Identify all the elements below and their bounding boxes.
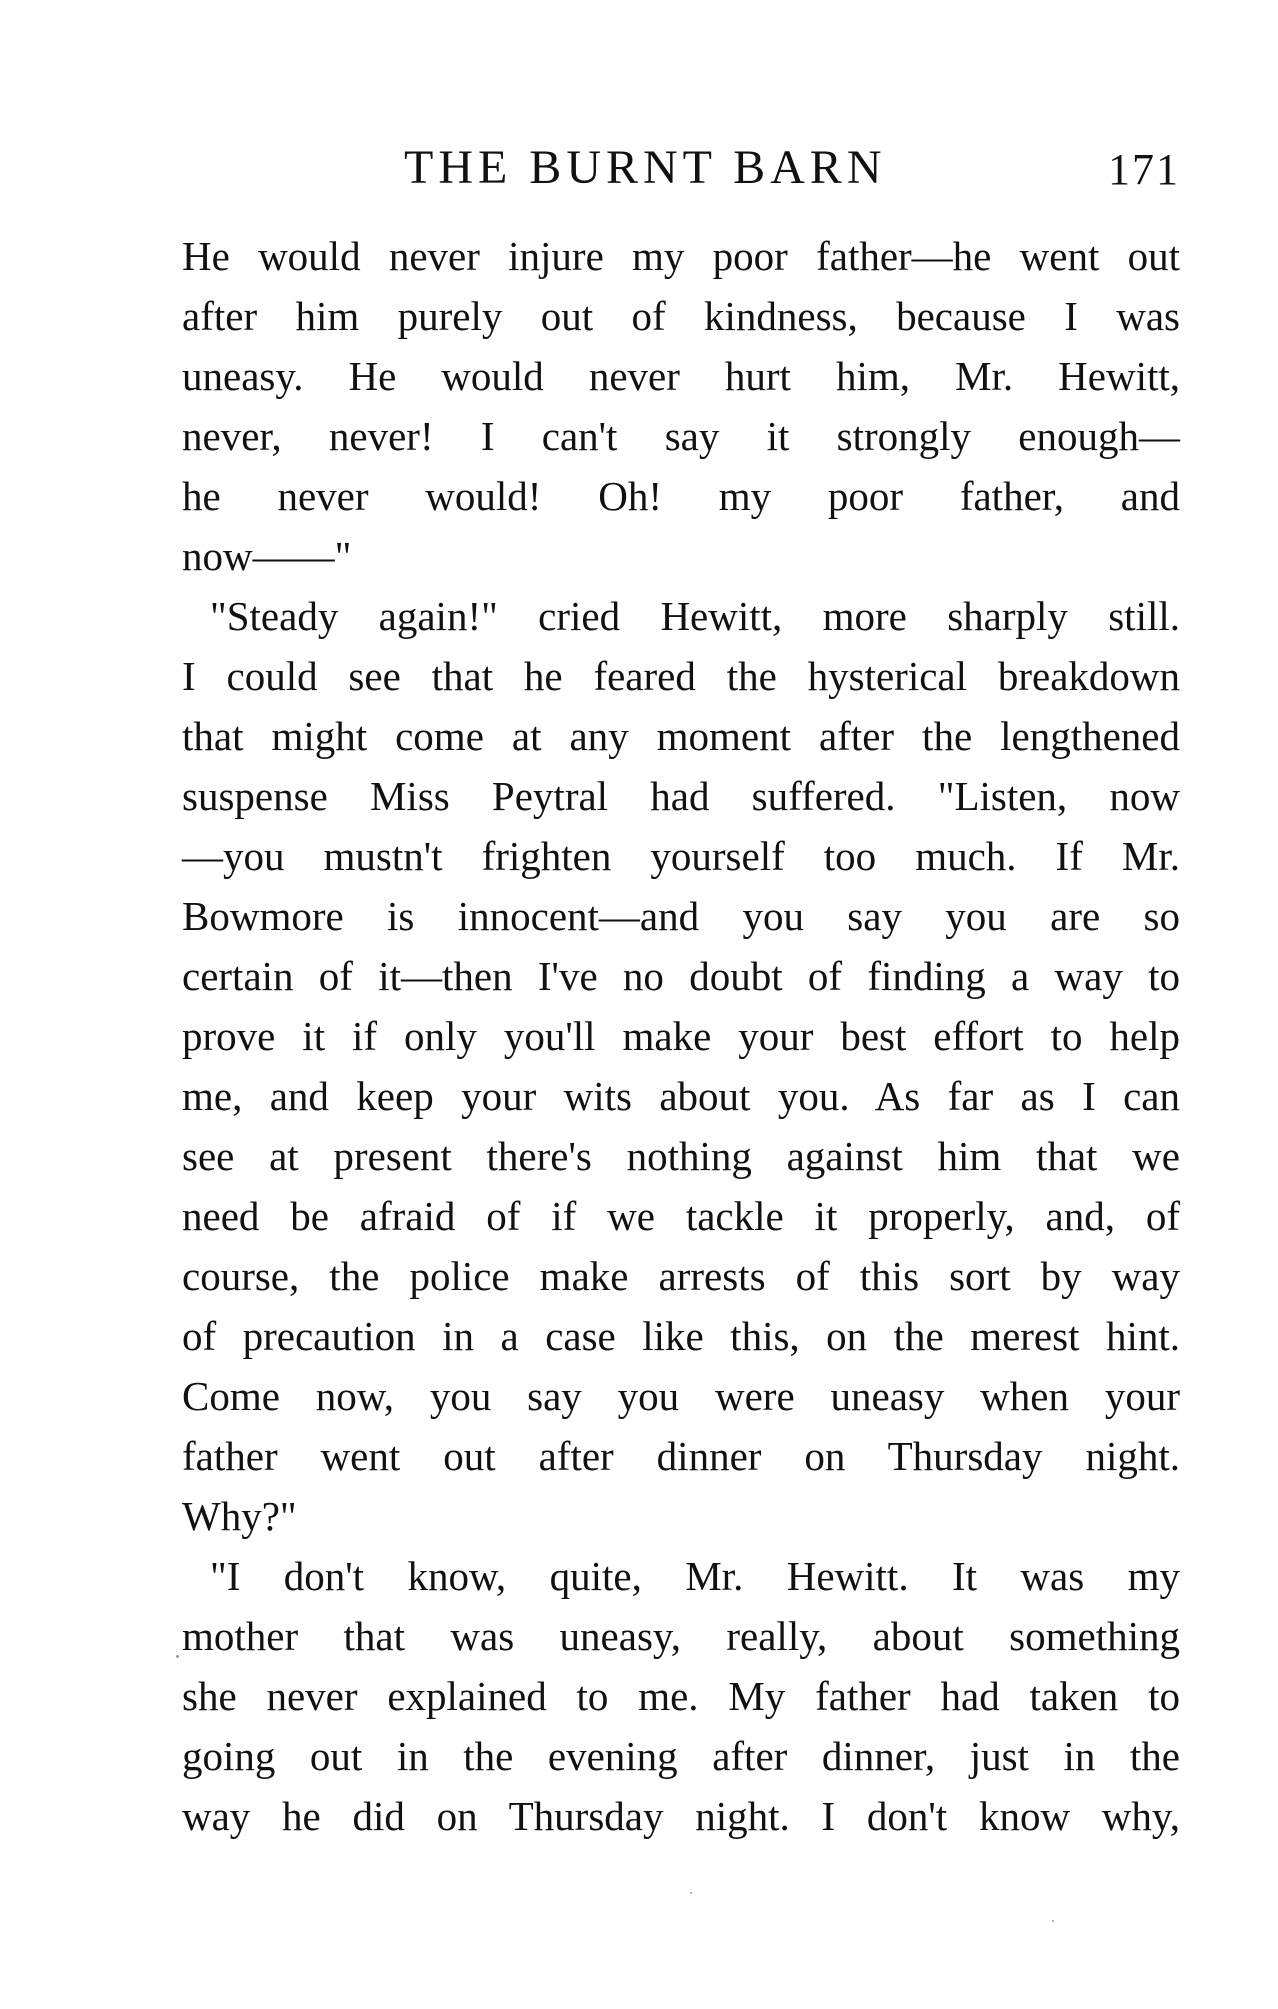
text-line: never, never! I can't say it strongly enough— [182, 413, 1180, 459]
page-header [182, 138, 1180, 198]
text-line: prove it if only you'll make your best effort to help [182, 1013, 1180, 1059]
text-line: now——" [182, 533, 352, 579]
text-line: of precaution in a case like this, on the merest hint. [182, 1313, 1180, 1359]
text-line: need be afraid of if we tackle it properly, and, of [182, 1193, 1180, 1239]
page-number: 171 [1108, 145, 1180, 194]
text-line: course, the police make arrests of this sort by way [182, 1253, 1180, 1299]
text-line: I could see that he feared the hysterical breakdown [182, 653, 1180, 699]
paper-speck [690, 1892, 692, 1894]
text-line: suspense Miss Peytral had suffered. "Listen, now [182, 773, 1180, 819]
text-line: Come now, you say you were uneasy when your [182, 1373, 1180, 1419]
running-head: THE BURNT BARN [404, 141, 887, 194]
text-line: uneasy. He would never hurt him, Mr. Hewitt, [182, 353, 1180, 399]
text-line: me, and keep your wits about you. As far as I can [182, 1073, 1180, 1119]
text-line: Bowmore is innocent—and you say you are so [182, 893, 1180, 939]
text-line: after him purely out of kindness, because I was [182, 293, 1180, 339]
body-text [182, 226, 1180, 1846]
text-line: father went out after dinner on Thursday night. [182, 1433, 1180, 1479]
text-line: He would never injure my poor father—he went out [182, 233, 1180, 279]
text-line: going out in the evening after dinner, just in the [182, 1733, 1180, 1779]
text-line: "I don't know, quite, Mr. Hewitt. It was my [210, 1553, 1180, 1599]
text-line: she never explained to me. My father had taken to [182, 1673, 1180, 1719]
text-line: that might come at any moment after the lengthened [182, 713, 1180, 759]
text-line: Why?" [182, 1493, 297, 1539]
text-line: see at present there's nothing against him that we [182, 1133, 1180, 1179]
text-line: —you mustn't frighten yourself too much. If Mr. [182, 833, 1180, 879]
text-line: he never would! Oh! my poor father, and [182, 473, 1180, 519]
text-line: way he did on Thursday night. I don't know why, [182, 1793, 1180, 1839]
paper-speck [176, 1655, 179, 1658]
paper-speck [1052, 1920, 1054, 1922]
text-line: mother that was uneasy, really, about something [182, 1613, 1180, 1659]
text-line: certain of it—then I've no doubt of finding a way to [182, 953, 1180, 999]
text-line: "Steady again!" cried Hewitt, more sharply still. [210, 593, 1180, 639]
